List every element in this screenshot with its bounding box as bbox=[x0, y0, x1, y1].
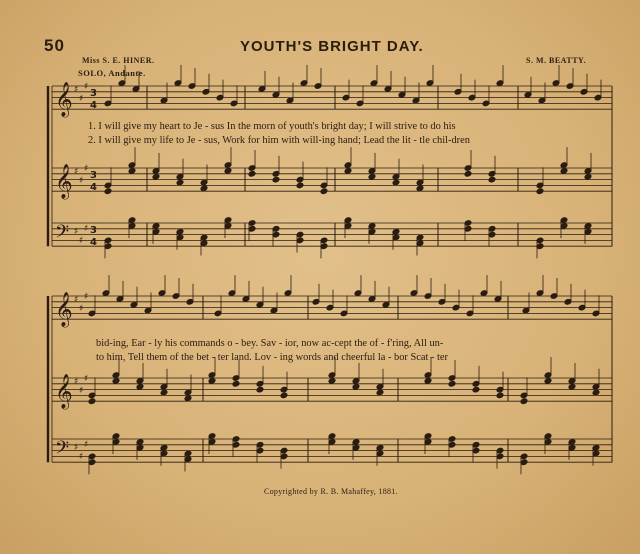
note-head bbox=[200, 185, 208, 192]
sharp-icon: ♯ bbox=[84, 82, 89, 92]
sharp-icon: ♯ bbox=[79, 386, 84, 396]
note-head bbox=[536, 188, 544, 195]
sharp-icon: ♯ bbox=[79, 94, 84, 104]
lyrics-verse2-line2: to him, Tell them of the bet - ter land. Lov - ing words and cheerful la - bor Scat - ter bbox=[96, 352, 448, 363]
note-head bbox=[328, 378, 336, 385]
note-head bbox=[392, 179, 400, 186]
time-signature-top: 3 bbox=[90, 170, 97, 181]
note-head bbox=[368, 173, 376, 180]
note-head bbox=[296, 182, 304, 189]
note-head bbox=[224, 168, 232, 175]
note-head bbox=[176, 179, 184, 186]
note-head bbox=[208, 378, 216, 385]
sharp-icon: ♯ bbox=[74, 377, 79, 387]
note-head bbox=[448, 381, 456, 388]
time-signature-bottom: 4 bbox=[90, 237, 97, 248]
lyrics-verse1-line1: 1. I will give my heart to Je - sus In the morn of youth's bright day; I will strive to do his bbox=[88, 121, 456, 132]
sharp-icon: ♯ bbox=[84, 224, 89, 234]
note-head bbox=[232, 381, 240, 388]
lyrics-verse1-line2: bid-ing, Ear - ly his commands o - bey. Sav - ior, now ac-cept the of - f'ring, All un- bbox=[96, 338, 444, 349]
note-head bbox=[592, 389, 600, 396]
sharp-icon: ♯ bbox=[84, 292, 89, 302]
copyright-notice: Copyrighted by R. B. Mahaffey, 1881. bbox=[264, 487, 398, 496]
note-head bbox=[88, 398, 96, 405]
note-head bbox=[464, 171, 472, 178]
note-head bbox=[256, 386, 264, 393]
lyricist-credit: Miss S. E. HINER. bbox=[82, 56, 155, 65]
sharp-icon: ♯ bbox=[84, 374, 89, 384]
sharp-icon: ♯ bbox=[79, 452, 84, 462]
note-head bbox=[320, 188, 328, 195]
note-head bbox=[136, 383, 144, 390]
note-head bbox=[128, 168, 136, 175]
treble-clef-icon: 𝄞 bbox=[55, 374, 73, 409]
sharp-icon: ♯ bbox=[84, 164, 89, 174]
tempo-marking: SOLO, Andante. bbox=[78, 68, 146, 78]
note-head bbox=[248, 171, 256, 178]
note-head bbox=[272, 176, 280, 183]
treble-clef-icon: 𝄞 bbox=[55, 82, 73, 117]
note-head bbox=[376, 389, 384, 396]
note-head bbox=[424, 378, 432, 385]
note-head bbox=[472, 386, 480, 393]
note-head bbox=[416, 185, 424, 192]
sharp-icon: ♯ bbox=[79, 236, 84, 246]
note-head bbox=[520, 398, 528, 405]
sharp-icon: ♯ bbox=[84, 440, 89, 450]
time-signature-top: 3 bbox=[90, 88, 97, 99]
note-head bbox=[568, 383, 576, 390]
note-head bbox=[184, 395, 192, 402]
note-head bbox=[160, 389, 168, 396]
bass-clef-icon: 𝄢 bbox=[55, 222, 70, 247]
note-head bbox=[488, 176, 496, 183]
sharp-icon: ♯ bbox=[74, 167, 79, 177]
note-head bbox=[280, 392, 288, 399]
note-head bbox=[544, 378, 552, 385]
note-head bbox=[344, 168, 352, 175]
note-head bbox=[584, 173, 592, 180]
hymn-title: YOUTH'S BRIGHT DAY. bbox=[240, 38, 424, 55]
note-head bbox=[104, 188, 112, 195]
sharp-icon: ♯ bbox=[74, 227, 79, 237]
composer-credit: S. M. BEATTY. bbox=[526, 56, 587, 65]
treble-clef-icon: 𝄞 bbox=[55, 164, 73, 199]
treble-clef-icon: 𝄞 bbox=[55, 292, 73, 327]
page-number: 50 bbox=[44, 36, 65, 55]
note-head bbox=[560, 168, 568, 175]
lyrics-verse2-line1: 2. I will give my life to Je - sus, Work for him with will-ing hand; Lead the lit - tle chil-dren bbox=[88, 135, 470, 146]
note-head bbox=[496, 392, 504, 399]
time-signature-bottom: 4 bbox=[90, 100, 97, 111]
sharp-icon: ♯ bbox=[74, 295, 79, 305]
time-signature-bottom: 4 bbox=[90, 182, 97, 193]
note-head bbox=[112, 378, 120, 385]
note-head bbox=[152, 173, 160, 180]
sharp-icon: ♯ bbox=[79, 176, 84, 186]
sharp-icon: ♯ bbox=[74, 443, 79, 453]
note-head bbox=[352, 383, 360, 390]
sharp-icon: ♯ bbox=[79, 304, 84, 314]
sharp-icon: ♯ bbox=[74, 85, 79, 95]
time-signature-top: 3 bbox=[90, 225, 97, 236]
bass-clef-icon: 𝄢 bbox=[55, 438, 70, 463]
